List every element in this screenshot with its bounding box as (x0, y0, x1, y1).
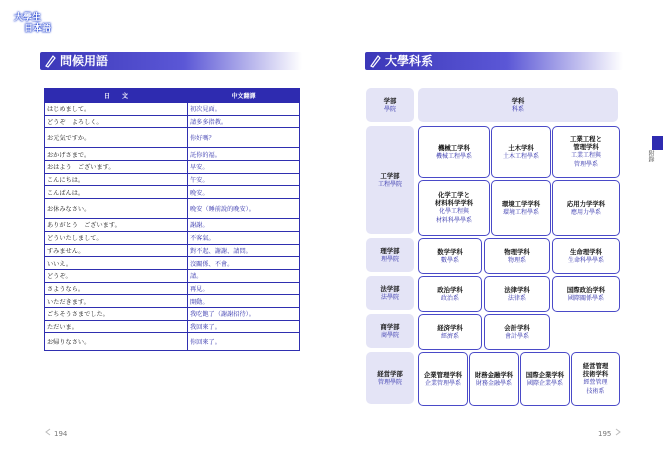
faculty-commerce (366, 314, 414, 348)
table-row (45, 231, 300, 244)
table-row (45, 199, 300, 219)
dept-box (469, 352, 519, 406)
zh-translation: 託你的福。 (188, 148, 300, 161)
jp-phrase: ありがとう ございます。 (45, 219, 188, 232)
faculty-zh: 法學院 (380, 293, 399, 301)
left-section-header (40, 52, 302, 70)
table-row (45, 128, 300, 148)
pencil-icon (44, 54, 56, 68)
faculty-science (366, 238, 414, 272)
dept-zh: 國際企業學系 (526, 379, 563, 387)
dept-zh: 生命科學學系 (567, 256, 604, 264)
book-logo (14, 8, 64, 36)
dept-zh: 材料科學學系 (435, 217, 472, 224)
table-row (45, 295, 300, 308)
dept-zh: 財務金融學系 (475, 379, 512, 387)
table-row (45, 307, 300, 320)
dept-jp: 経営管理 (582, 362, 609, 370)
jp-phrase: どうぞ。 (45, 269, 188, 282)
dept-jp: 化学工学と (438, 191, 470, 199)
zh-translation: 請多多指教。 (188, 115, 300, 128)
dept-zh: 經濟系 (440, 332, 459, 340)
appendix-tab (652, 136, 663, 150)
dept-box (571, 352, 620, 406)
zh-translation: 早安。 (188, 161, 300, 174)
dept-box (418, 314, 482, 350)
dept-jp: 国際企業学科 (525, 370, 565, 379)
dept-jp: 経済学科 (437, 323, 463, 332)
faculty-law (366, 276, 414, 310)
jp-phrase: すみません。 (45, 244, 188, 257)
jp-phrase: おはよう ございます。 (45, 161, 188, 174)
table-row (45, 244, 300, 257)
dept-box (418, 238, 482, 274)
dept-box (491, 126, 551, 178)
dept-zh: 數學系 (440, 256, 459, 264)
greetings-table (44, 88, 300, 351)
dept-zh: 物理系 (507, 256, 526, 264)
dept-zh: 經營管理 (583, 379, 608, 386)
dept-jp: 技術学科 (582, 370, 609, 378)
faculty-engineering (366, 126, 414, 234)
table-row (45, 320, 300, 333)
zh-translation: 再見。 (188, 282, 300, 295)
jp-phrase: お元気ですか。 (45, 128, 188, 148)
jp-phrase: はじめまして。 (45, 103, 188, 116)
dept-zh: 法律系 (507, 294, 526, 302)
dept-header-zh: 科系 (511, 105, 524, 113)
dept-zh: 政治系 (440, 294, 459, 302)
dept-zh: 應用力學系 (570, 208, 601, 216)
dept-zh: 機械工程學系 (435, 152, 472, 160)
logo-line2: 日本語 (24, 24, 52, 34)
table-row (45, 173, 300, 186)
table-row (45, 269, 300, 282)
right-section-header (365, 52, 623, 70)
dept-jp: 数学学科 (437, 247, 463, 256)
dept-header (418, 88, 618, 122)
dept-box (491, 180, 551, 236)
dept-box (418, 352, 468, 406)
jp-phrase: どういたしまして。 (45, 231, 188, 244)
dept-jp: 法律学科 (504, 285, 530, 294)
faculty-jp: 経営学部 (377, 369, 403, 378)
jp-phrase: どうぞ よろしく。 (45, 115, 188, 128)
dept-box (520, 352, 570, 406)
dept-jp: 財務金融学科 (474, 370, 514, 379)
dept-box (552, 238, 620, 274)
page-number-right: 195 (598, 430, 612, 438)
table-row (45, 148, 300, 161)
table-row (45, 257, 300, 270)
dept-jp: 生命理学科 (570, 247, 602, 256)
jp-phrase: ただいま。 (45, 320, 188, 333)
dept-jp: 環境工学学科 (501, 199, 541, 208)
dept-zh: 工業工程與 (570, 152, 601, 159)
faculty-zh: 商學院 (380, 331, 399, 339)
zh-translation: 不客氣。 (188, 231, 300, 244)
dept-zh: 土木工程學系 (502, 152, 539, 160)
dept-jp: 機械工学科 (438, 143, 470, 152)
dept-jp: 企業管理学科 (423, 370, 463, 379)
dept-box (552, 276, 620, 312)
zh-translation: 你好嗎？ (188, 128, 300, 148)
jp-phrase: おかげさまで。 (45, 148, 188, 161)
zh-translation: 請。 (188, 269, 300, 282)
table-row (45, 186, 300, 199)
dept-box (418, 126, 490, 178)
zh-translation: 沒關係、不會。 (188, 257, 300, 270)
faculty-management (366, 352, 414, 404)
zh-translation: 對不起、謝謝、請問。 (188, 244, 300, 257)
faculty-zh: 工程學院 (377, 180, 402, 188)
dept-zh: 化學工程與 (438, 208, 469, 215)
jp-phrase: さようなら。 (45, 282, 188, 295)
faculty-jp: 商学部 (380, 322, 400, 331)
chevron-right-icon (614, 428, 622, 436)
zh-translation: 你回來了。 (188, 333, 300, 351)
page-number-left: 194 (54, 430, 68, 438)
zh-translation: 我回來了。 (188, 320, 300, 333)
jp-phrase: お休みなさい。 (45, 199, 188, 219)
dept-zh: 會計學系 (504, 332, 529, 340)
right-section-title: 大學科系 (385, 54, 434, 68)
faculty-jp: 法学部 (380, 284, 400, 293)
dept-jp: 政治学科 (437, 285, 463, 294)
dept-box (484, 238, 550, 274)
table-row (45, 115, 300, 128)
dept-box (418, 180, 490, 236)
jp-phrase: こんにちは。 (45, 173, 188, 186)
faculty-header (366, 88, 414, 122)
zh-translation: 開動。 (188, 295, 300, 308)
dept-box (418, 276, 482, 312)
table-row (45, 103, 300, 116)
dept-jp: 管理学科 (573, 143, 599, 151)
dept-jp: 工業工程と (570, 135, 602, 143)
dept-box (552, 126, 620, 178)
faculty-header-jp: 学部 (383, 96, 397, 105)
appendix-label: 附錄 (647, 150, 654, 162)
dept-jp: 応用力学学科 (566, 199, 606, 208)
faculty-header-zh: 學院 (383, 105, 396, 113)
zh-translation: 謝謝。 (188, 219, 300, 232)
zh-translation: 初次見面。 (188, 103, 300, 116)
dept-jp: 土木学科 (508, 143, 534, 152)
faculty-zh: 理學院 (380, 255, 399, 263)
col-header-jp: 日 文 (45, 89, 188, 103)
logo-line1: 大學生 (14, 13, 42, 23)
zh-translation: 午安。 (188, 173, 300, 186)
table-row (45, 161, 300, 174)
zh-translation: 我吃飽了（謝謝招待）。 (188, 307, 300, 320)
faculty-zh: 管理學院 (377, 378, 402, 386)
table-row (45, 219, 300, 232)
dept-zh: 國際關係學系 (567, 294, 604, 302)
dept-zh: 企業管理學系 (424, 379, 461, 387)
dept-jp: 会計学科 (504, 323, 530, 332)
jp-phrase: こんばんは。 (45, 186, 188, 199)
left-section-title: 問候用語 (60, 54, 109, 68)
dept-jp: 国際政治学科 (566, 285, 606, 294)
dept-jp: 材料科学学科 (434, 199, 474, 207)
faculty-jp: 工学部 (380, 171, 400, 180)
dept-zh: 管理學系 (573, 161, 598, 168)
table-row (45, 333, 300, 351)
pencil-icon (369, 54, 381, 68)
zh-translation: 晚安（睡前說的晚安）。 (188, 199, 300, 219)
dept-header-jp: 学科 (511, 96, 525, 105)
dept-jp: 物理学科 (504, 247, 530, 256)
dept-zh: 環境工程學系 (502, 208, 539, 216)
zh-translation: 晚安。 (188, 186, 300, 199)
col-header-zh: 中文翻譯 (188, 89, 300, 103)
chevron-left-icon (44, 428, 52, 436)
jp-phrase: お帰りなさい。 (45, 333, 188, 351)
dept-box (484, 314, 550, 350)
faculty-jp: 理学部 (380, 246, 400, 255)
dept-box (552, 180, 620, 236)
dept-box (484, 276, 550, 312)
jp-phrase: いいえ。 (45, 257, 188, 270)
jp-phrase: いただきます。 (45, 295, 188, 308)
dept-zh: 技術系 (586, 388, 605, 395)
jp-phrase: ごちそうさまでした。 (45, 307, 188, 320)
table-row (45, 282, 300, 295)
